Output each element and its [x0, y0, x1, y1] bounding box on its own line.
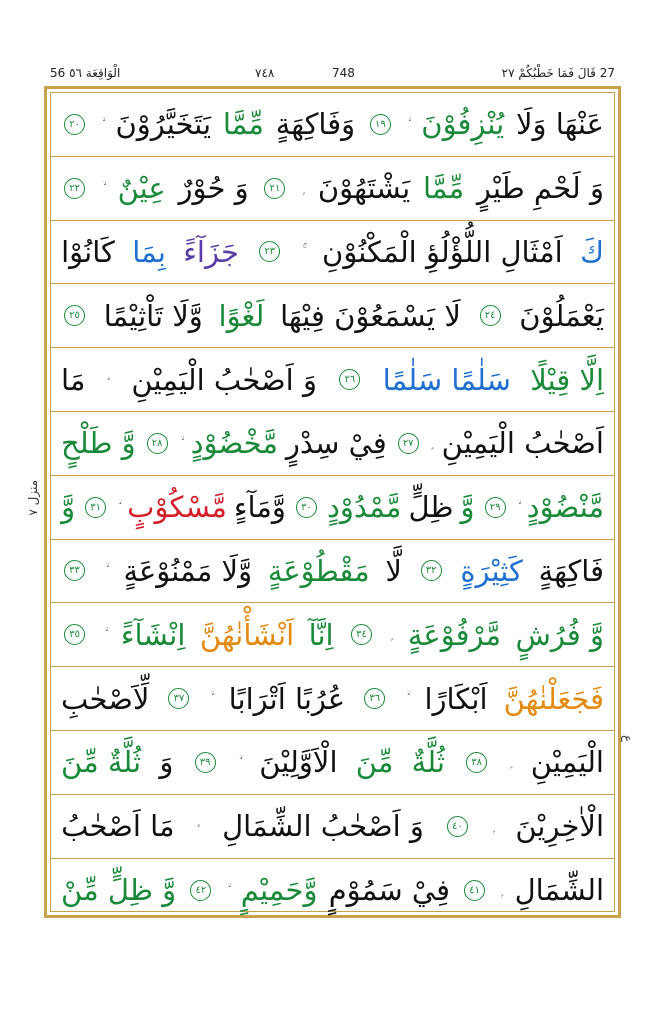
verse-line	[51, 603, 614, 667]
verse-text: مَّمْدُوْدٍ	[326, 490, 402, 525]
verse-text: سَلٰمًا سَلٰمًا	[382, 362, 511, 397]
verse-text: مَا	[61, 362, 86, 397]
verse-line	[51, 476, 614, 540]
surah-name: 56 الْوَاقِعَة ٥٦	[50, 66, 121, 80]
verse-text: وَفَاكِهَةٍ	[275, 107, 356, 142]
ayah-number-icon: ٢٥	[64, 305, 85, 326]
verse-text: وَ اَصْحٰبُ الشِّمَالِ	[222, 809, 424, 844]
page-number: 748	[332, 66, 355, 80]
verse-text: كَثِيْرَةٍ	[460, 553, 523, 588]
verse-text: وَّحَمِيْمٍ	[240, 873, 318, 908]
ayah-number-icon: ٣٨	[466, 752, 487, 773]
verse-text: وَّلَا مَمْنُوْعَةٍ	[123, 553, 253, 588]
verse-text: فِيْ سِدْرٍ	[285, 426, 387, 461]
verse-text: اَصْحٰبُ الْيَمِيْنِ	[441, 426, 604, 461]
verse-text: الْيَمِيْنِ	[530, 745, 604, 780]
verse-text: اَنْشَأْنٰهُنَّ	[199, 617, 295, 652]
verse-text: بِمَا	[132, 234, 166, 269]
ayah-number-icon: ٣٠	[296, 497, 317, 518]
manzil-marker: منزل ٧	[26, 480, 40, 516]
verse-text: وَّمَآءٍ	[233, 490, 286, 525]
verse-text: مَّسْكُوْبٍ	[127, 490, 227, 525]
verse-text: مِّمَّا	[222, 107, 264, 142]
verse-line	[51, 221, 614, 285]
verse-text: جَزَآءً	[183, 234, 239, 269]
verse-text: لَّا	[385, 553, 402, 588]
ayah-number-icon: ٣٤	[351, 624, 372, 645]
verse-text: ثُلَّةٌ	[411, 745, 445, 780]
page-number-arabic: ٧٤٨	[255, 66, 275, 80]
verse-text: عَنْهَا وَلَا	[515, 107, 604, 142]
verse-text: مَّخْضُوْدٍ	[190, 426, 278, 461]
verse-line	[51, 348, 614, 412]
verse-text: اِنَّآ	[308, 617, 334, 652]
verse-text: يَتَخَيَّرُوْنَ	[115, 107, 212, 142]
waqf-mark: ۥ	[106, 372, 111, 388]
verse-line	[51, 284, 614, 348]
verse-text: الشِّمَالِ	[514, 873, 604, 908]
verse-text: مَقْطُوْعَةٍ	[267, 553, 370, 588]
verse-line	[51, 731, 614, 795]
ruku-marker: ع	[621, 735, 635, 743]
verse-text: وَّ طَلْحٍ	[61, 426, 136, 461]
verse-text: وَ	[159, 745, 174, 780]
ayah-number-icon: ٤٢	[190, 880, 211, 901]
verse-text: عِيْنٌ	[117, 171, 166, 206]
verse-text: وَّ	[460, 490, 475, 525]
verse-lines	[50, 92, 615, 912]
verse-text: يَعْمَلُوْنَ	[519, 298, 604, 333]
verse-text: وَ حُوْرٌ	[178, 171, 249, 206]
ayah-number-icon: ٢٢	[64, 178, 85, 199]
ayah-number-icon: ٣٩	[195, 752, 216, 773]
ayah-number-icon: ٢٠	[64, 114, 85, 135]
verse-text: الْاَوَّلِيْنَ	[259, 745, 338, 780]
ayah-number-icon: ٣٥	[64, 624, 85, 645]
ayah-number-icon: ٤١	[464, 880, 485, 901]
verse-text: مِّنَ	[355, 745, 394, 780]
ayah-number-icon: ١٩	[370, 114, 391, 135]
verse-text: يُنْزِفُوْنَ	[421, 107, 505, 142]
verse-text: وَّ فُرُشٍ	[515, 617, 604, 652]
verse-text: وَّ	[61, 490, 76, 525]
ayah-number-icon: ٢٦	[339, 369, 360, 390]
verse-line	[51, 859, 614, 923]
verse-text: وَ اَصْحٰبُ الْيَمِيْنِ	[131, 362, 317, 397]
page-frame	[44, 86, 621, 918]
verse-text: وَّ ظِلٍّ مِّنْ	[61, 873, 177, 908]
ayah-number-icon: ٣١	[85, 497, 106, 518]
verse-text: اِلَّا قِيْلًا	[530, 362, 604, 397]
verse-text: يَشْتَهُوْنَ	[317, 171, 411, 206]
ayah-number-icon: ٤٠	[447, 816, 468, 837]
ayah-number-icon: ٣٧	[168, 688, 189, 709]
ayah-number-icon: ٢٤	[480, 305, 501, 326]
verse-text: اَبْكَارًا	[424, 681, 488, 716]
verse-text: ثُلَّةٌ مِّنَ	[61, 745, 142, 780]
verse-text: وَ لَحْمِ طَيْرٍ	[476, 171, 604, 206]
verse-text: مَّرْفُوْعَةٍ	[407, 617, 502, 652]
page-header	[50, 64, 615, 84]
verse-line	[51, 93, 614, 157]
verse-text: مِّمَّا	[422, 171, 465, 206]
ayah-number-icon: ٣٢	[421, 560, 442, 581]
ayah-number-icon: ٢٩	[485, 497, 506, 518]
ayah-number-icon: ٢٣	[259, 241, 280, 262]
verse-text: كَانُوْا	[61, 234, 115, 269]
verse-text: فَجَعَلْنٰهُنَّ	[503, 681, 604, 716]
verse-text: ظِلٍّ	[408, 490, 454, 525]
verse-line	[51, 412, 614, 476]
verse-text: مَّنْضُوْدٍ	[526, 490, 604, 525]
verse-text: لِّاَصْحٰبِ	[61, 681, 150, 716]
ayah-number-icon: ٢٨	[147, 433, 168, 454]
verse-text: مَا اَصْحٰبُ	[61, 809, 175, 844]
verse-line	[51, 540, 614, 604]
verse-text: كَ	[580, 234, 604, 269]
verse-text: عُرُبًا اَتْرَابًا	[228, 681, 346, 716]
verse-text: اِنْشَآءً	[120, 617, 186, 652]
ayah-number-icon: ٢٧	[398, 433, 419, 454]
verse-text: اَمْثَالِ اللُّؤْلُؤِ الْمَكْنُوْنِ	[322, 234, 563, 269]
verse-line	[51, 795, 614, 859]
ayah-number-icon: ٣٣	[64, 560, 85, 581]
ayah-number-icon: ٢١	[264, 178, 285, 199]
verse-text: فِيْ سَمُوْمٍ	[328, 873, 450, 908]
verse-text: لَغْوًا	[218, 298, 265, 333]
verse-text: لَا يَسْمَعُوْنَ فِيْهَا	[280, 298, 461, 333]
verse-text: الْاٰخِرِيْنَ	[515, 809, 604, 844]
juz-name: 27 قَالَ فَمَا خَطْبُكُمْ ٢٧	[501, 66, 615, 80]
verse-text: فَاكِهَةٍ	[538, 553, 604, 588]
verse-text: وَّلَا تَاْثِيْمًا	[103, 298, 203, 333]
waqf-mark: ۥ	[196, 818, 200, 834]
verse-line	[51, 667, 614, 731]
verse-line	[51, 157, 614, 221]
ayah-number-icon: ٣٦	[364, 688, 385, 709]
